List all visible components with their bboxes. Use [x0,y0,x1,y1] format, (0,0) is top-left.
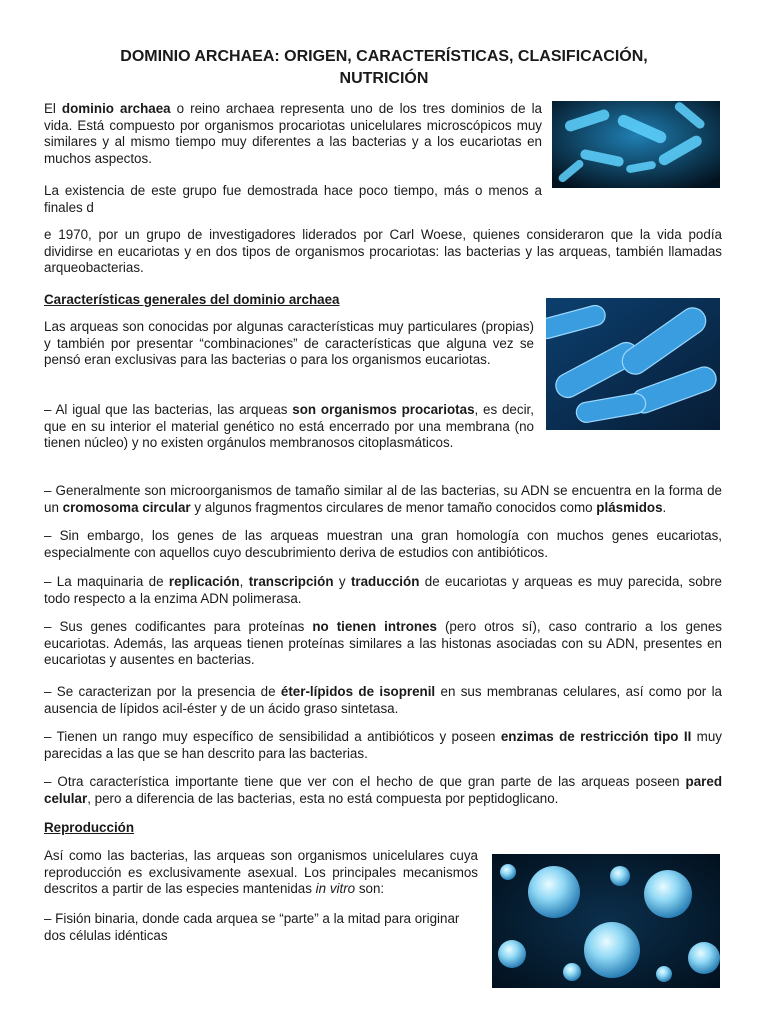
bacteria-image-1 [552,101,720,188]
reproduction-paragraph-1: Así como las bacterias, las arqueas son organismos unicelulares cuya reproducción es exclusivamente asexual. Los principales mecanismos descritos a partir de las especies mantenidas in vitro son: [44,848,478,896]
characteristics-paragraph-5: – La maquinaria de replicación, transcripción y traducción de eucariotas y arqueas es muy parecida, sobre todo respecto a la enzima ADN polimerasa. [44,574,722,606]
bacteria-image-2 [546,298,720,430]
characteristics-paragraph-6: – Sus genes codificantes para proteínas no tienen intrones (pero otros sí), caso contrario a los genes eucariotas. Además, las arqueas tienen proteínas similares a las histonas asociadas con su ADN, presentes en eucariotas y ausentes en bacterias. [44,619,722,667]
intro-paragraph-1: El dominio archaea o reino archaea representa uno de los tres dominios de la vida. Está compuesto por organismos procariotas unicelulares microscópicos muy similares y al mismo tiempo muy diferentes a las bacterias y a los eucariotas en muchos aspectos. [44,101,542,166]
page-title [60,46,708,90]
characteristics-paragraph-2: – Al igual que las bacterias, las arqueas son organismos procariotas, es decir, que en su interior el material genético no está encerrado por una membrana (no tienen núcleo) y no existen orgánulos membranosos citoplasmáticos. [44,402,534,450]
archaea-cells-image [492,854,720,988]
characteristics-paragraph-7: – Se caracterizan por la presencia de éter-lípidos de isoprenil en sus membranas celulares, así como por la ausencia de lípidos acil-éster y de un ácido graso sintetasa. [44,684,722,716]
intro-paragraph-3: e 1970, por un grupo de investigadores liderados por Carl Woese, quienes consideraron que la vida podía dividirse en eucariotas y en dos tipos de organismos procariotas: las bacterias y las arqueas, también llamadas arqueobacterias. [44,227,722,275]
characteristics-paragraph-3: – Generalmente son microorganismos de tamaño similar al de las bacterias, su ADN se encuentra en la forma de un cromosoma circular y algunos fragmentos circulares de menor tamaño conocidos como plásmidos. [44,483,722,515]
characteristics-paragraph-8: – Tienen un rango muy específico de sensibilidad a antibióticos y poseen enzimas de restricción tipo II muy parecidas a las que se han descrito para las bacterias. [44,729,722,761]
intro-paragraph-2: La existencia de este grupo fue demostrada hace poco tiempo, más o menos a finales d [44,183,542,215]
reproduction-heading: Reproducción [44,820,135,835]
characteristics-paragraph-4: – Sin embargo, los genes de las arqueas muestran una gran homología con muchos genes eucariotas, especialmente con aquellos cuyo descubrimiento deriva de estudios con antibióticos. [44,528,722,560]
reproduction-paragraph-2: – Fisión binaria, donde cada arquea se “parte” a la mitad para originar dos células idénticas [44,911,460,943]
characteristics-paragraph-1: Las arqueas son conocidas por algunas características muy particulares (propias) y también por presentar “combinaciones” de características que alguna vez se pensó eran exclusivas para las bacterias o para los organismos eucariotas. [44,319,534,367]
characteristics-heading: Características generales del dominio archaea [44,292,340,307]
characteristics-paragraph-9: – Otra característica importante tiene que ver con el hecho de que gran parte de las arqueas poseen pared celular, pero a diferencia de las bacterias, esta no está compuesta por peptidoglicano. [44,774,722,806]
title-line-1: DOMINIO ARCHAEA: ORIGEN, CARACTERÍSTICAS, CLASIFICACIÓN, [120,48,648,65]
title-line-2: NUTRICIÓN [339,70,429,87]
